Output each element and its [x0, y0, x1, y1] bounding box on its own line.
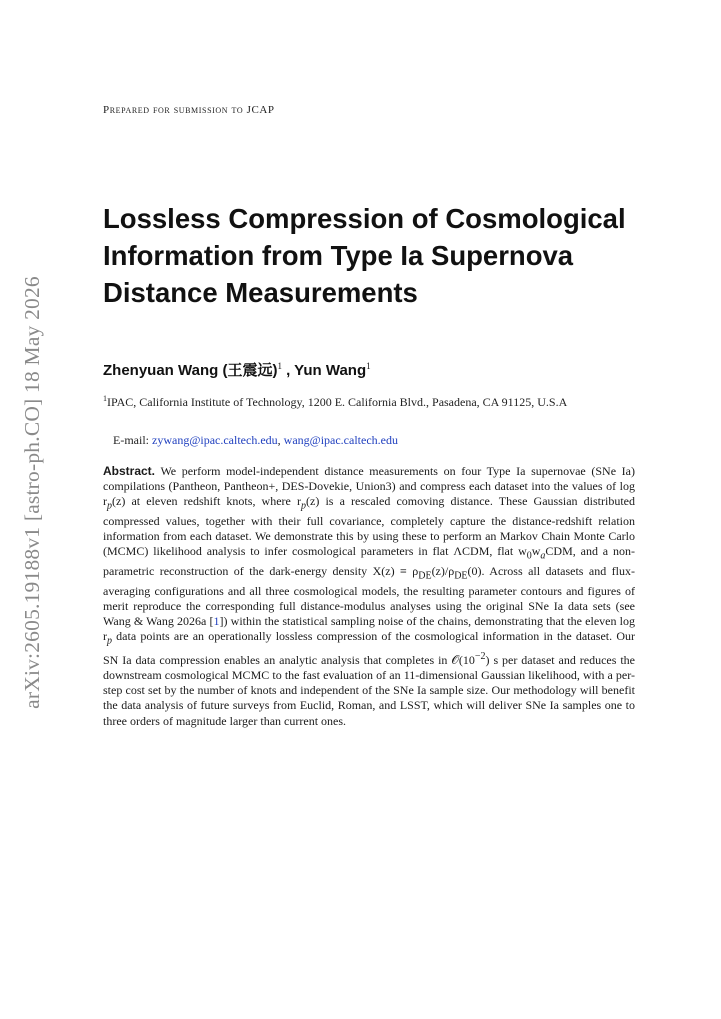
abstract-text: (z)/ρ [431, 564, 455, 578]
author-list [103, 359, 371, 380]
math-subscript: a [540, 550, 546, 562]
email-link[interactable]: wang@ipac.caltech.edu [283, 433, 398, 447]
affiliation-marker: 1 [277, 361, 282, 371]
abstract-label: Abstract. [103, 464, 156, 478]
math-subscript: DE [418, 570, 432, 582]
abstract-text: (0). Across all datasets and flux-averaging configurations and all three cosmological models, the resulting parameter contours and figures of merit reproduce the corresponding full distance-modulus analyses using the original SNe Ia data sets (see Wang & Wang 2026a [ [103, 564, 635, 628]
math-subscript: p [107, 635, 112, 647]
abstract [103, 464, 635, 729]
email-label: E-mail: [113, 433, 152, 447]
email-line [113, 433, 398, 448]
abstract-text: We perform model-independent distance measurements on four Type Ia supernovae (SNe Ia) compilations (Pantheon, Pantheon+, DES-Dovekie, Union3) and compress each dataset into the values of log r [103, 464, 635, 509]
math-subscript: DE [454, 570, 468, 582]
author-name: Yun Wang [294, 362, 367, 379]
affiliation [103, 391, 635, 410]
author-name: Zhenyuan Wang (王震远) [103, 362, 278, 379]
arxiv-identifier: arXiv:2605.19188v1 [astro-ph.CO] 18 May 2026 [19, 275, 44, 709]
abstract-text: (z) is a rescaled comoving distance. These Gaussian distributed compressed values, together with their full covariance, completely capture the distance-redshift relation information from each dataset. We demonstrate this by using these to perform an Markov Chain Monte Carlo (MCMC) likelihood analysis to infer cosmological parameters in flat ΛCDM, flat w [103, 494, 635, 559]
abstract-text: ]) within the statistical sampling noise of the chains, demonstrating that the eleven log r [103, 614, 635, 644]
email-separator: , [277, 433, 284, 447]
email-link[interactable]: zywang@ipac.caltech.edu [152, 433, 278, 447]
author-separator: , [281, 362, 295, 379]
abstract-text: CDM, and a non-parametric reconstruction of the dark-energy density X(z) ≡ ρ [103, 544, 635, 578]
abstract-text: data points are an operationally lossless compression of the cosmological information in the dataset. Our SN Ia data compression enables an analytic analysis that completes in 𝒪(10 [103, 629, 635, 667]
math-subscript: p [107, 500, 112, 512]
abstract-text: (z) at eleven redshift knots, where r [112, 494, 301, 509]
abstract-text: ) s per dataset and reduces the downstream cosmological MCMC to the fast evaluation of an 11-dimensional Gaussian likelihood, with a per-step cost set by the number of knots and independent of the SNe Ia sample size. Our methodology will benefit the data analysis of future surveys from Euclid, Roman, and LSST, which will deliver SNe Ia samples one to three orders of magnitude larger than current ones. [103, 652, 635, 728]
math-subscript: p [301, 500, 306, 512]
prepared-for-line: Prepared for submission to JCAP [103, 104, 275, 116]
math-subscript: 0 [526, 550, 532, 562]
affiliation-number: 1 [103, 394, 107, 403]
affiliation-marker: 1 [366, 361, 371, 371]
affiliation-text: IPAC, California Institute of Technology, 1200 E. California Blvd., Pasadena, CA 91125, U.S.A [107, 395, 568, 409]
abstract-text: w [531, 544, 541, 559]
citation-link[interactable]: 1 [213, 614, 220, 628]
math-superscript: −2 [474, 650, 486, 662]
arxiv-sidebar-stamp [18, 262, 46, 722]
paper-title: Lossless Compression of Cosmological Information from Type Ia Supernova Distance Measurements [103, 203, 626, 308]
